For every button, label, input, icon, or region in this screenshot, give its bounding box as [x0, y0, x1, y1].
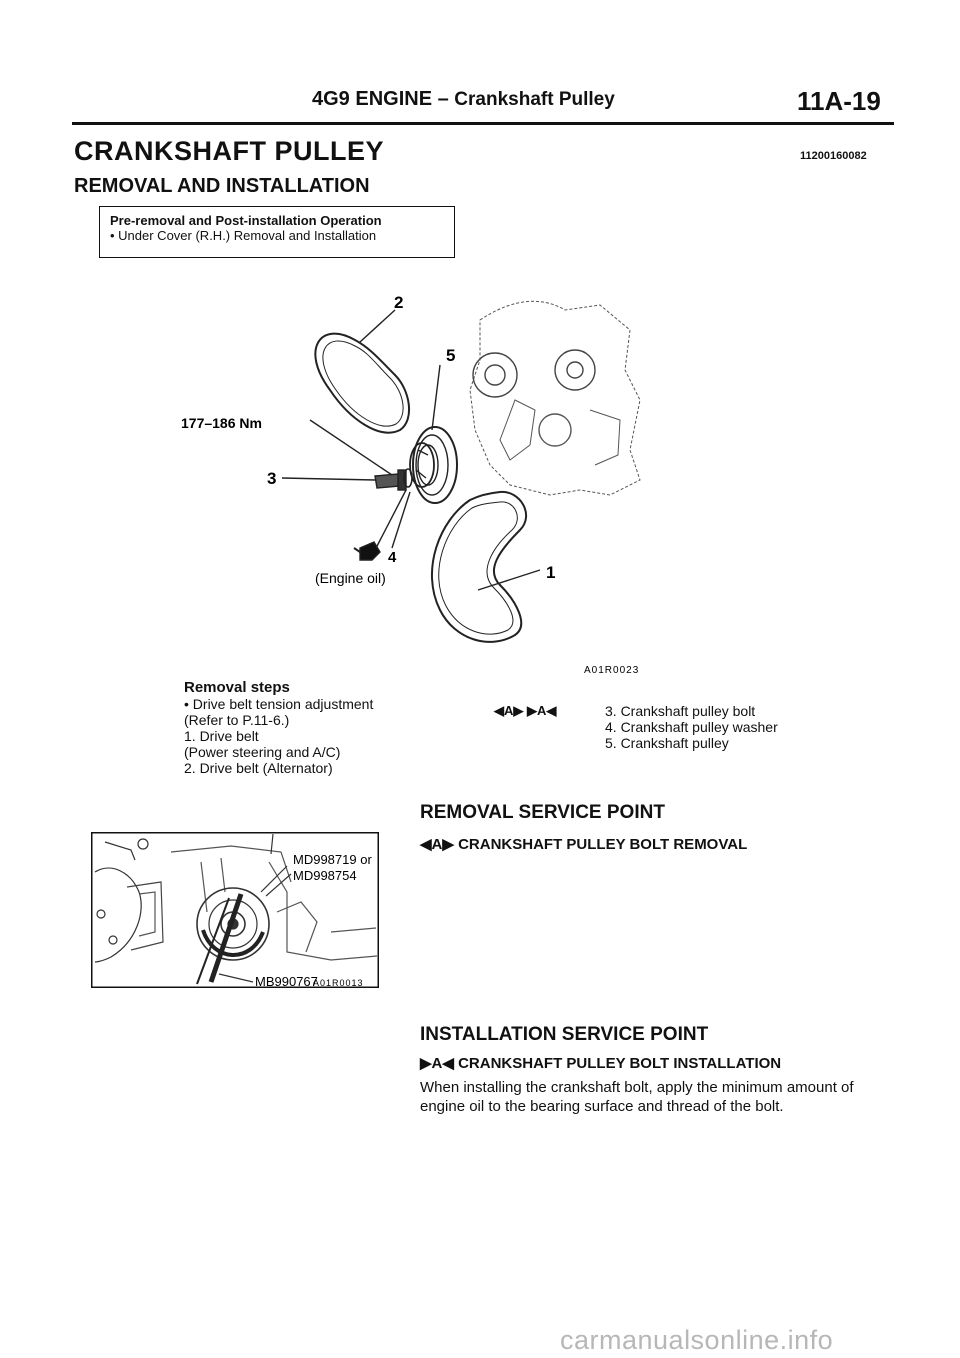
tool-label-mb990767: MB990767	[255, 974, 318, 988]
removal-step: (Refer to P.11-6.)	[184, 712, 290, 728]
pre-removal-item: • Under Cover (R.H.) Removal and Installation	[110, 228, 377, 243]
installation-mark: ▶A◀	[420, 1055, 454, 1072]
page-title: CRANKSHAFT PULLEY	[74, 136, 384, 166]
installation-service-subheading	[420, 1054, 781, 1072]
document-id: 11200160082	[800, 150, 867, 162]
installation-subheading-text: CRANKSHAFT PULLEY BOLT INSTALLATION	[458, 1055, 782, 1072]
removal-step: 1. Drive belt	[184, 728, 259, 744]
pre-removal-box	[99, 206, 455, 258]
removal-steps-heading: Removal steps	[184, 679, 290, 696]
callout-5: 5	[446, 346, 456, 365]
removal-step: 3. Crankshaft pulley bolt	[605, 703, 756, 719]
tool-label-md998754: MD998754	[293, 868, 357, 883]
removal-service-heading: REMOVAL SERVICE POINT	[420, 802, 665, 823]
installation-service-heading: INSTALLATION SERVICE POINT	[420, 1024, 709, 1045]
figure1-code: A01R0023	[584, 665, 640, 676]
callout-3: 3	[267, 469, 277, 488]
removal-steps-right	[605, 703, 778, 751]
pre-removal-heading: Pre-removal and Post-installation Operation	[110, 213, 382, 228]
removal-mark: ◀A▶	[420, 836, 454, 853]
callout-1: 1	[546, 563, 556, 582]
page-number: 11A-19	[797, 86, 881, 116]
special-tool-diagram	[91, 832, 379, 988]
section-subtitle: REMOVAL AND INSTALLATION	[74, 175, 370, 197]
tool-label-md998719: MD998719 or	[293, 852, 372, 867]
watermark: carmanualsonline.info	[560, 1325, 834, 1355]
installation-body-text: When installing the crankshaft bolt, apply the minimum amount of engine oil to the bearing surface and thread of the bolt.	[420, 1079, 854, 1115]
page-header-title	[312, 88, 615, 111]
header-rule	[72, 122, 894, 125]
removal-step: • Drive belt tension adjustment	[184, 696, 374, 712]
removal-service-subheading	[420, 835, 747, 853]
callout-2: 2	[394, 293, 404, 312]
torque-label: 177–186 Nm	[181, 415, 262, 431]
removal-step: 2. Drive belt (Alternator)	[184, 760, 333, 776]
removal-subheading-text: CRANKSHAFT PULLEY BOLT REMOVAL	[458, 836, 748, 853]
header-engine: 4G9 ENGINE	[312, 88, 433, 110]
removal-step: 5. Crankshaft pulley	[605, 735, 729, 751]
callout-4: 4	[388, 549, 397, 566]
header-section: Crankshaft Pulley	[454, 89, 615, 110]
header-dash: –	[437, 88, 449, 110]
figure2-code: A01R0013	[313, 978, 364, 988]
removal-step: 4. Crankshaft pulley washer	[605, 719, 778, 735]
engine-oil-note: (Engine oil)	[315, 570, 386, 586]
crankshaft-pulley-exploded-diagram	[170, 280, 650, 680]
removal-steps-left	[184, 680, 373, 776]
removal-step: (Power steering and A/C)	[184, 744, 341, 760]
service-marks: ◀A▶ ▶A◀	[494, 703, 557, 718]
